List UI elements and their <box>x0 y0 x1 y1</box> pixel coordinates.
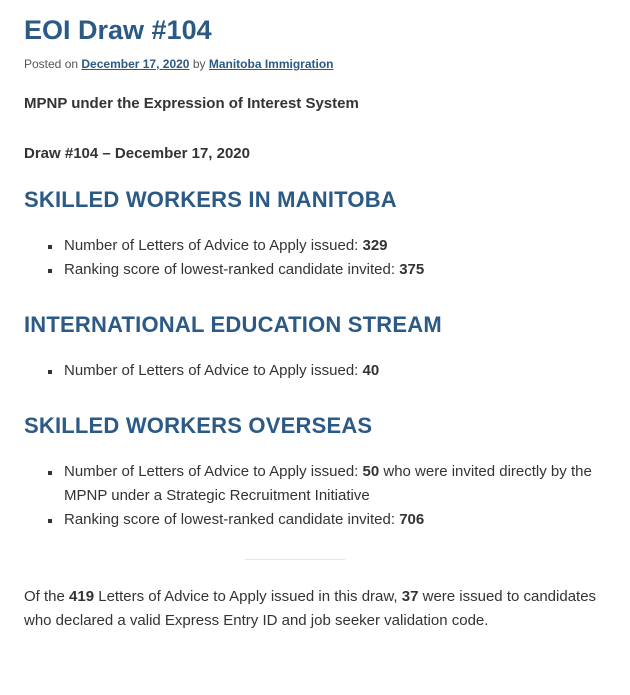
intro-heading: MPNP under the Expression of Interest System <box>24 95 359 112</box>
item-suffix: who were invited directly by the MPNP under a Strategic Recruitment Initiative <box>64 463 592 504</box>
closing-text-3: were issued to candidates who declared a valid Express Entry ID and job seeker validation code. <box>24 588 597 629</box>
section-list-international-education <box>24 359 614 383</box>
section-list-skilled-workers-overseas <box>24 460 614 532</box>
list-item <box>48 258 614 282</box>
post-meta <box>24 56 614 72</box>
page-title: EOI Draw #104 <box>24 15 212 45</box>
item-label: Number of Letters of Advice to Apply issued: <box>64 237 359 254</box>
bullet-icon <box>48 269 52 273</box>
closing-text-1: Of the <box>24 588 65 605</box>
list-item <box>48 359 614 383</box>
posted-on-label: Posted on <box>24 57 79 71</box>
section-list-skilled-workers-manitoba <box>24 234 614 282</box>
list-item <box>48 508 614 532</box>
list-item <box>48 234 614 258</box>
item-label: Number of Letters of Advice to Apply issued: <box>64 362 359 379</box>
list-item <box>48 460 614 508</box>
bullet-icon <box>48 519 52 523</box>
item-value: 329 <box>362 237 388 254</box>
item-value: 706 <box>399 511 425 528</box>
section-heading-skilled-workers-manitoba: SKILLED WORKERS IN MANITOBA <box>24 187 397 212</box>
author-link[interactable]: Manitoba Immigration <box>208 57 334 71</box>
bullet-icon <box>48 245 52 249</box>
item-label: Ranking score of lowest-ranked candidate invited: <box>64 511 396 528</box>
closing-total-value: 419 <box>69 588 95 605</box>
item-value: 50 <box>362 463 380 480</box>
item-value: 40 <box>362 362 380 379</box>
item-label: Ranking score of lowest-ranked candidate invited: <box>64 261 396 278</box>
bullet-icon <box>48 370 52 374</box>
post-date-link[interactable]: December 17, 2020 <box>81 57 190 71</box>
section-heading-skilled-workers-overseas: SKILLED WORKERS OVERSEAS <box>24 413 373 438</box>
item-label: Number of Letters of Advice to Apply issued: <box>64 463 359 480</box>
closing-subset-value: 37 <box>401 588 419 605</box>
closing-paragraph <box>24 585 609 633</box>
by-label: by <box>192 57 206 71</box>
item-value: 375 <box>399 261 425 278</box>
closing-text-2: Letters of Advice to Apply issued in this draw, <box>98 588 398 605</box>
draw-date-heading: Draw #104 – December 17, 2020 <box>24 145 250 162</box>
section-heading-international-education: INTERNATIONAL EDUCATION STREAM <box>24 312 442 337</box>
bullet-icon <box>48 471 52 475</box>
section-divider <box>245 559 345 560</box>
